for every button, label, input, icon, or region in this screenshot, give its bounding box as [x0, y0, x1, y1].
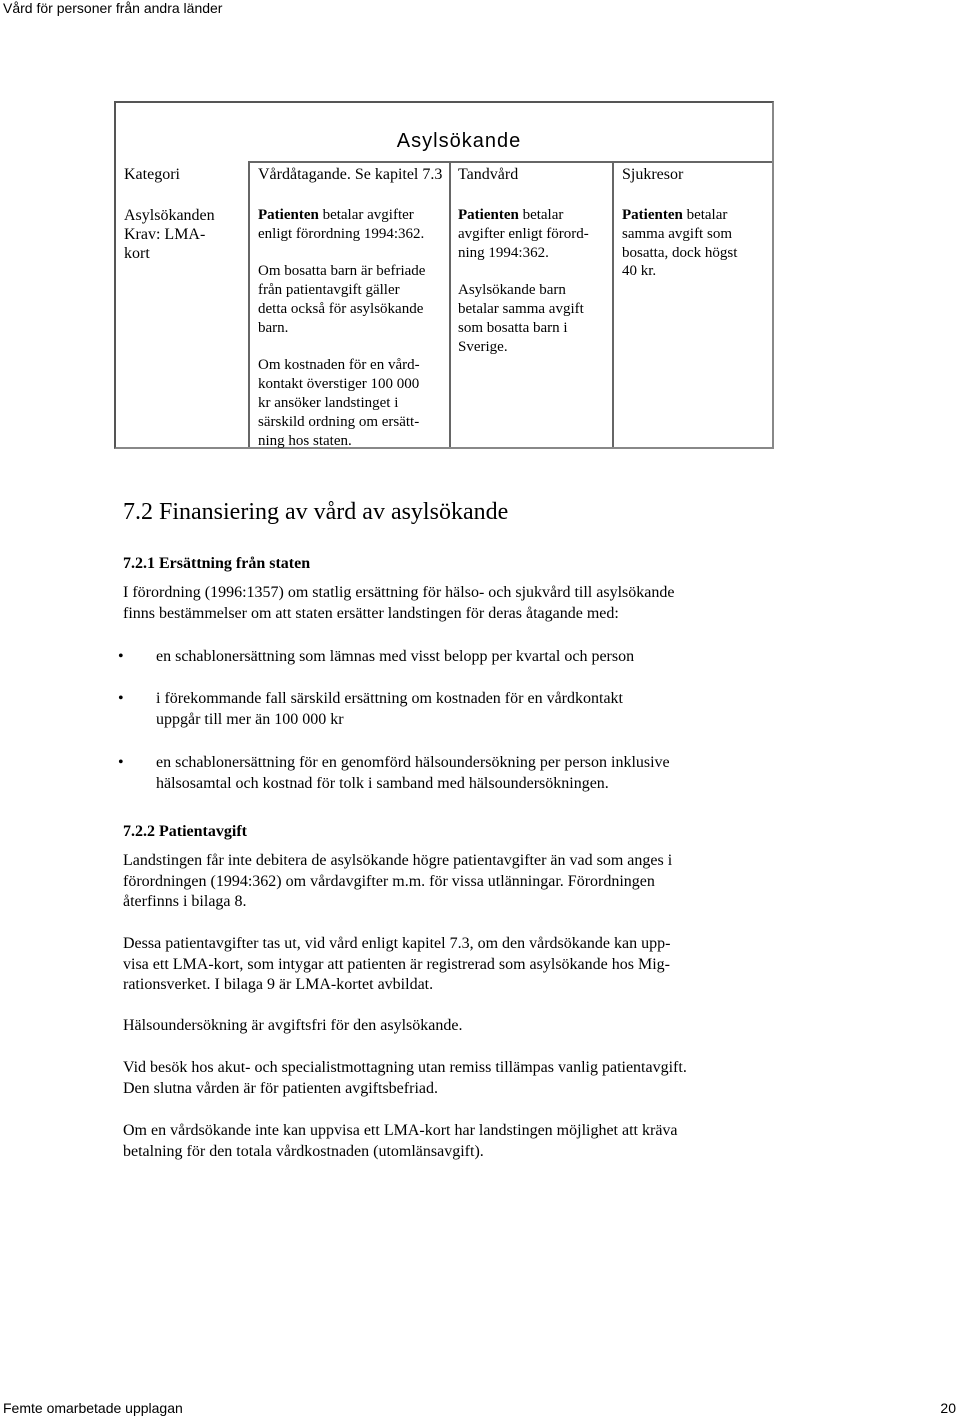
paragraph — [123, 1058, 783, 1099]
header-dental: Tandvård — [458, 166, 519, 183]
care-text: ning hos staten. — [258, 432, 352, 449]
list-item-text: i förekommande fall särskild ersättning om kostnaden för en vårdkontakt — [156, 690, 623, 707]
paragraph — [123, 934, 783, 996]
header-category: Kategori — [124, 166, 180, 183]
care-text: kr ansöker landstinget i — [258, 394, 399, 411]
care-text: Om kostnaden för en vård- — [258, 357, 420, 374]
travel-text: samma avgift som — [622, 225, 732, 242]
list-item — [118, 689, 778, 730]
dental-text: betalar — [518, 207, 564, 223]
table-title: Asylsökande — [396, 130, 522, 152]
care-text: Om bosatta barn är befriade — [258, 263, 426, 280]
travel-cell — [622, 206, 770, 281]
paragraph — [123, 851, 783, 913]
paragraph-line: Landstingen får inte debitera de asylsökande högre patientavgifter än vad som anges i — [123, 852, 673, 869]
paragraph-line: Hälsoundersökning är avgiftsfri för den asylsökande. — [123, 1017, 463, 1034]
care-text: från patientavgift gäller — [258, 282, 400, 299]
list-item-text: en schablonersättning som lämnas med visst belopp per kvartal och person — [156, 648, 635, 665]
dental-text: betalar samma avgift — [458, 300, 584, 317]
category-line: Asylsökanden — [124, 207, 215, 224]
care-patient-label: Patienten — [258, 207, 319, 223]
asylum-table — [114, 101, 774, 449]
subsection-heading: 7.2.1 Ersättning från staten — [123, 555, 311, 572]
care-text: betalar avgifter — [318, 207, 414, 223]
table-title-rule — [250, 161, 772, 163]
dental-text: Sverige. — [458, 338, 508, 355]
category-line: Krav: LMA- — [124, 226, 206, 243]
page-number: 20 — [940, 1400, 956, 1416]
paragraph — [123, 1016, 783, 1037]
care-text: kontakt överstiger 100 000 — [258, 376, 420, 393]
paragraph — [123, 1121, 783, 1162]
care-text: särskild ordning om ersätt- — [258, 413, 420, 430]
list-item-text: hälsosamtal och kostnad för tolk i samband med hälsoundersökningen. — [156, 774, 609, 792]
paragraph-line: återfinns i bilaga 8. — [123, 893, 247, 910]
dental-text: som bosatta barn i — [458, 319, 568, 336]
dental-text: ning 1994:362. — [458, 244, 549, 261]
bullet-icon: • — [118, 690, 124, 707]
bullet-icon: • — [118, 754, 124, 771]
dental-patient-label: Patienten — [458, 207, 519, 223]
travel-patient-label: Patienten — [622, 207, 683, 223]
subsection-heading: 7.2.2 Patientavgift — [123, 823, 247, 840]
list-item — [118, 753, 778, 794]
dental-text: avgifter enligt förord- — [458, 225, 589, 242]
travel-text: bosatta, dock högst — [622, 244, 738, 261]
page-header-title: Vård för personer från andra länder — [3, 0, 223, 16]
footer-edition: Femte omarbetade upplagan — [3, 1400, 183, 1416]
care-text: barn. — [258, 319, 289, 336]
section-heading: 7.2 Finansiering av vård av asylsökande — [123, 499, 509, 525]
paragraph-line: Vid besök hos akut- och specialistmottagning utan remiss tillämpas vanlig patientavgift. — [123, 1059, 687, 1076]
bullet-icon: • — [118, 648, 124, 665]
column-divider — [449, 161, 451, 447]
list-item — [118, 647, 778, 668]
header-travel: Sjukresor — [622, 166, 684, 183]
paragraph-line: Dessa patientavgifter tas ut, vid vård enligt kapitel 7.3, om den vårdsökande kan upp- — [123, 935, 671, 952]
list-item-text: uppgår till mer än 100 000 kr — [156, 710, 344, 728]
header-care: Vårdåtagande. Se kapitel 7.3 — [258, 166, 443, 183]
column-divider — [248, 161, 250, 447]
paragraph-line: finns bestämmelser om att staten ersätter landstingen för deras åtagande med: — [123, 604, 619, 622]
care-cell — [258, 206, 446, 450]
paragraph-line: Den slutna vården är för patienten avgiftsbefriad. — [123, 1079, 438, 1097]
category-cell — [124, 206, 215, 263]
paragraph-line: Om en vårdsökande inte kan uppvisa ett LMA-kort har landstingen möjlighet att kräva — [123, 1122, 678, 1139]
paragraph-line: rationsverket. I bilaga 9 är LMA-kortet avbildat. — [123, 976, 434, 993]
travel-text: betalar — [682, 207, 728, 223]
paragraph-line: förordningen (1994:362) om vårdavgifter m.m. för vissa utlänningar. Förordningen — [123, 872, 655, 890]
paragraph-line: visa ett LMA-kort, som intygar att patienten är registrerad som asylsökande hos Mig- — [123, 955, 670, 973]
care-text: enligt förordning 1994:362. — [258, 225, 425, 242]
travel-text: 40 kr. — [622, 263, 657, 280]
dental-cell — [458, 206, 608, 356]
paragraph-line: betalning för den totala vårdkostnaden (utomlänsavgift). — [123, 1142, 484, 1160]
list-item-text: en schablonersättning för en genomförd hälsoundersökning per person inklusive — [156, 754, 670, 771]
dental-text: Asylsökande barn — [458, 282, 566, 299]
column-divider — [612, 161, 614, 447]
care-text: detta också för asylsökande — [258, 300, 424, 317]
category-line: kort — [124, 245, 150, 262]
paragraph-line: I förordning (1996:1357) om statlig ersättning för hälso- och sjukvård till asylsökande — [123, 584, 675, 601]
intro-paragraph — [123, 583, 783, 624]
